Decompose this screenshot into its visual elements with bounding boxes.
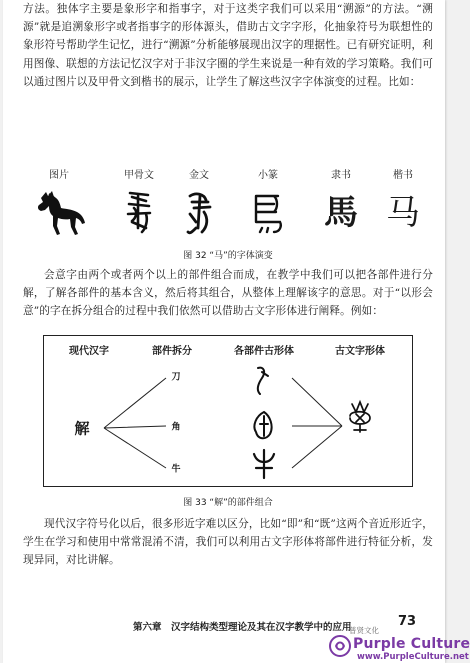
component-ox: 牛 (171, 464, 181, 475)
component-knife: 刀 (171, 372, 181, 383)
figure-32-glyphs (23, 188, 433, 240)
watermark-url: www.PurpleCulture.net (357, 652, 469, 662)
purple-culture-logo-icon (329, 635, 351, 657)
figure-32-caption: 图 32 “马”的字体演变 (183, 251, 273, 261)
book-page (3, 0, 445, 663)
ancient-jie-glyph (350, 402, 370, 432)
bronze-horse-glyph (182, 188, 216, 238)
small-seal-horse-glyph (248, 188, 288, 238)
horse-silhouette-image (31, 188, 87, 238)
figure-33-diagram (43, 335, 413, 487)
figure-33-caption: 图 33 “解”的部件组合 (183, 498, 273, 508)
watermark-top-text: 普贤文化 (349, 626, 379, 635)
label-bronze: 金文 (189, 170, 209, 181)
label-oracle-bone: 甲骨文 (124, 170, 154, 181)
page-number: 73 (398, 614, 417, 629)
header-ancient-components: 各部件古形体 (234, 346, 294, 357)
purple-culture-watermark (323, 625, 470, 663)
connector-lines (44, 336, 412, 486)
figure-32-labels (23, 166, 433, 180)
component-horn: 角 (171, 422, 181, 433)
paragraph-similar-chars: 现代汉字符号化以后，很多形近字难以区分，比如“即”和“既”这两个音近形近字，学生在学习和使用中常常混淆不清，我们可以利用古文字形体将部件进行特征分析，发现异同，对比讲解。 (23, 518, 433, 567)
modern-char-jie: 解 (74, 419, 90, 438)
header-ancient-form: 古文字形体 (335, 346, 385, 357)
label-picture: 图片 (49, 170, 69, 181)
ancient-knife-glyph (258, 368, 268, 394)
paragraph-compound: 会意字由两个或者两个以上的部件组合而成，在教学中我们可以把各部件进行分解，了解各部件的基本含义，然后将其组合，从整体上理解该字的意思。对于“以形会意”的字在拆分组合的过程中我们依然可以借助古文字形体进行阐释。例如： (23, 269, 433, 318)
paragraph-intro: 方法。独体字主要是象形字和指事字，对于这类字我们可以采用“溯源”的方法。“溯源”就是追溯象形字或者指事字的形体源头，借助古文字字形，化抽象符号为联想性的象形符号帮助学生记忆，进行“溯源”分析能够展现出汉字的理据性。已有研究证明，利用图像、联想的方法记忆汉字对于非汉字圈的学生来说是一种有效的学习策略。我们可以通过图片以及甲骨文到楷书的展示，让学生了解这些汉字字体演变的过程。比如： (23, 3, 433, 88)
label-small-seal: 小篆 (258, 170, 278, 181)
ancient-horn-glyph (254, 412, 271, 438)
oracle-bone-horse-glyph (122, 188, 156, 238)
header-component-split: 部件拆分 (152, 346, 192, 357)
ancient-ox-glyph (254, 450, 274, 478)
watermark-name: Purple Culture (353, 636, 470, 652)
clerical-horse-char: 馬 (324, 193, 358, 233)
regular-horse-char: 马 (386, 193, 420, 233)
label-clerical: 隶书 (331, 170, 351, 181)
chapter-footer: 第六章 汉字结构类型理论及其在汉字教学中的应用 (133, 622, 352, 633)
label-regular: 楷书 (393, 170, 413, 181)
header-modern-char: 现代汉字 (69, 346, 109, 357)
